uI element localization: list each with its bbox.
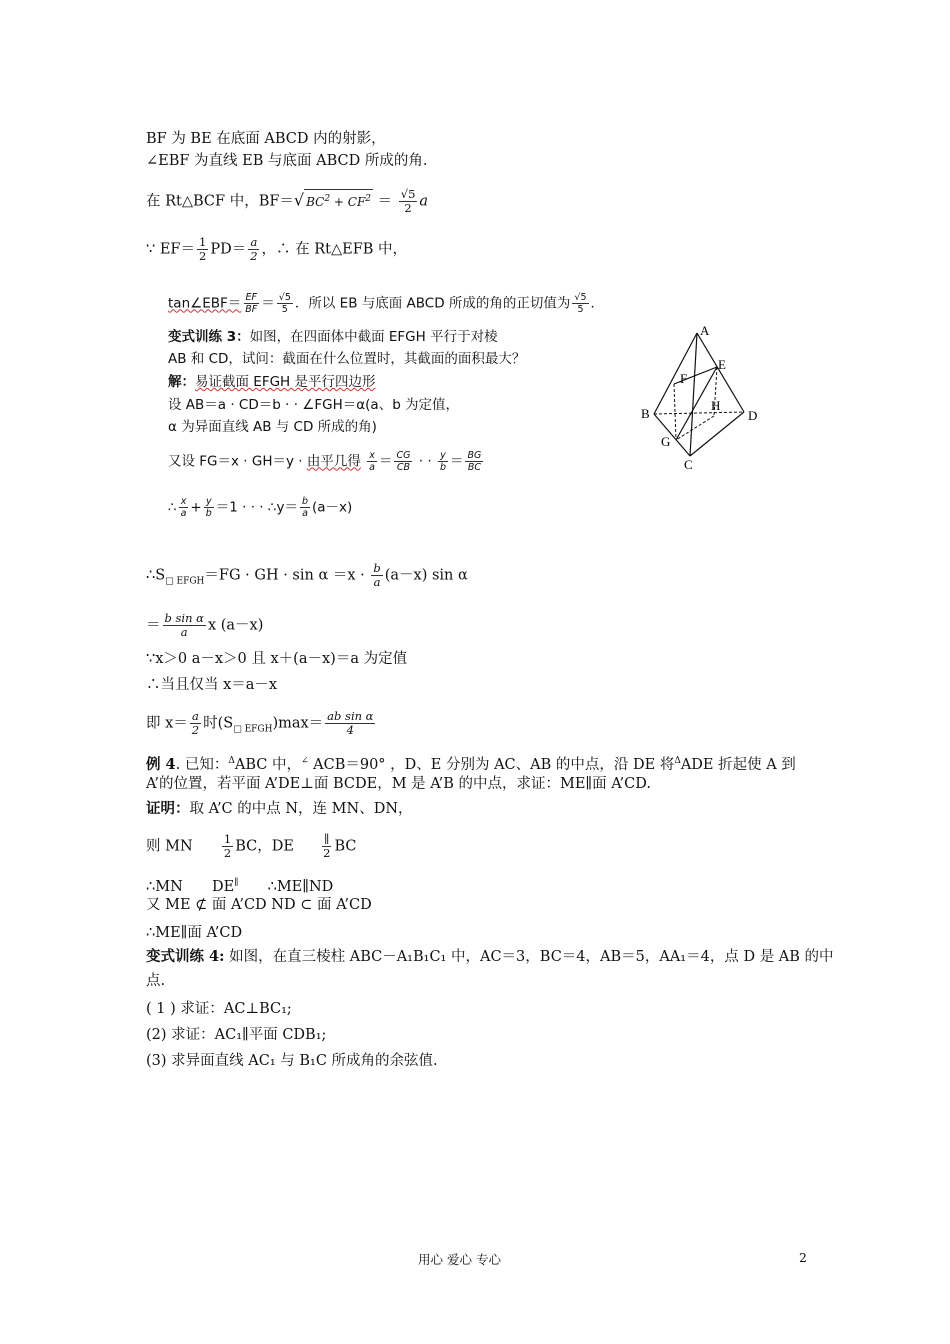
proof-line: ∴MN DE∥ ∴ME∥ND [146, 878, 334, 895]
vertex-label-b: B [641, 406, 650, 421]
formula-ef: ∵ EF＝ $\frac{1}{2}$ PD＝ $\frac{a}{2}$ ，∴ 在 Rt△EFB 中， [146, 235, 408, 263]
proof-heading: 证明：取 A’C 的中点 N，连 MN、DN， [146, 800, 413, 817]
text-line: α 为异面直线 AB 与 CD 所成的角) [168, 419, 377, 435]
text-line: ∴当且仅当 x＝a－x [146, 677, 278, 693]
proof-line: ∴ME∥面 A’CD [146, 925, 243, 941]
formula-max: 即 x＝ $\frac{a}{2}$ 时$(S_{□ EFGH})\max=$ $\frac{\text{ab sin α}}{4}$ [146, 709, 374, 737]
formula-area: $\therefore S_{□ EFGH}=FG$ · GH · sin α ＝x · $\frac{b}{a}$ (a－x) sin α [146, 561, 468, 589]
footer-slogan: 用心 爱心 专心 [418, 1252, 501, 1267]
vertex-label-c: C [684, 457, 693, 472]
formula-tan: tan∠EBF＝ $\frac{EF}{BF}$ ＝ $\frac{√5}{5}$ ．所以 EB 与底面 ABCD 所成的角的正切值为 $\frac{√5}{5}$ ． [168, 292, 605, 315]
question-2: (2) 求证：AC₁∥平面 CDB₁; [146, 1027, 327, 1043]
text-line: 设 AB＝a · CD＝b · · ∠FGH＝α(a、b 为定值， [168, 397, 460, 413]
vertex-label-f: F [680, 371, 688, 386]
vertex-label-a: A [700, 323, 710, 338]
vertex-label-d: D [748, 408, 758, 423]
proof-line: 又 ME ⊄ 面 A’CD ND ⊂ 面 A’CD [146, 897, 372, 913]
fraction: $\frac{√5}{2}$ [400, 187, 416, 215]
solution-line: 解：易证截面 EFGH 是平行四边形 [168, 374, 376, 390]
formula-y: ∴ $\frac{x}{a}$ + $\frac{y}{b}$ ＝1 · · · ∴y＝ $\frac{b}{a}$ (a－x) [168, 496, 353, 519]
vertex-label-h: H [711, 398, 721, 413]
text-line: BF 为 BE 在底面 ABCD 内的射影， [146, 131, 386, 147]
formula-area-2: ＝ $\frac{\text{b sin α}}{a}$ x (a－x) [146, 611, 264, 639]
page-number: 2 [799, 1250, 807, 1265]
exercise-3-heading: 变式训练 3：如图，在四面体中截面 EFGH 平行于对棱 [168, 329, 498, 345]
example-4-heading: 例 4. 已知：$^\Delta$ABC 中，∠ ACB＝90° ，D、E 分别为 AC、AB 的中点，沿 DE 将$^\Delta$ADE 折起使 A 到 [146, 755, 796, 773]
text-line: 点. [146, 973, 166, 989]
proof-line: 则 MN $\frac{1}{2}$ BC，DE $\frac{\parallel}{2}$ BC [146, 832, 357, 860]
question-3: (3) 求异面直线 AC₁ 与 B₁C 所成角的余弦值. [146, 1053, 438, 1069]
tetrahedron-figure [630, 318, 770, 474]
text-line: AB 和 CD，试问：截面在什么位置时，其截面的面积最大？ [168, 351, 526, 367]
text-line: ∵x＞0 a－x＞0 且 x＋(a－x)＝a 为定值 [146, 651, 408, 667]
formula-similar: 又设 FG＝x · GH＝y · 由平几得 $\frac{x}{a}$ ＝ $\frac{CG}{CB}$ · · $\frac{y}{b}$ ＝ $\frac{BG}{BC}$ [168, 450, 482, 473]
question-1: ( 1 ) 求证：AC⊥BC₁; [146, 1001, 292, 1017]
vertex-label-e: E [718, 357, 726, 372]
exercise-4-heading: 变式训练 4: 如图，在直三棱柱 ABC－A₁B₁C₁ 中，AC＝3，BC＝4，AB＝5，AA₁＝4，点 D 是 AB 的中 [146, 948, 834, 965]
formula-bf: 在 Rt△BCF 中，BF＝√ $BC^2 + CF^2$ ＝ $\frac{√5}{2}$ a [146, 187, 429, 215]
vertex-label-g: G [661, 434, 671, 449]
text-line: A’的位置，若平面 A’DE⊥面 BCDE，M 是 A’B 的中点，求证：ME∥面 A’CD. [146, 776, 651, 792]
text-line: ∠EBF 为直线 EB 与底面 ABCD 所成的角. [146, 153, 428, 169]
